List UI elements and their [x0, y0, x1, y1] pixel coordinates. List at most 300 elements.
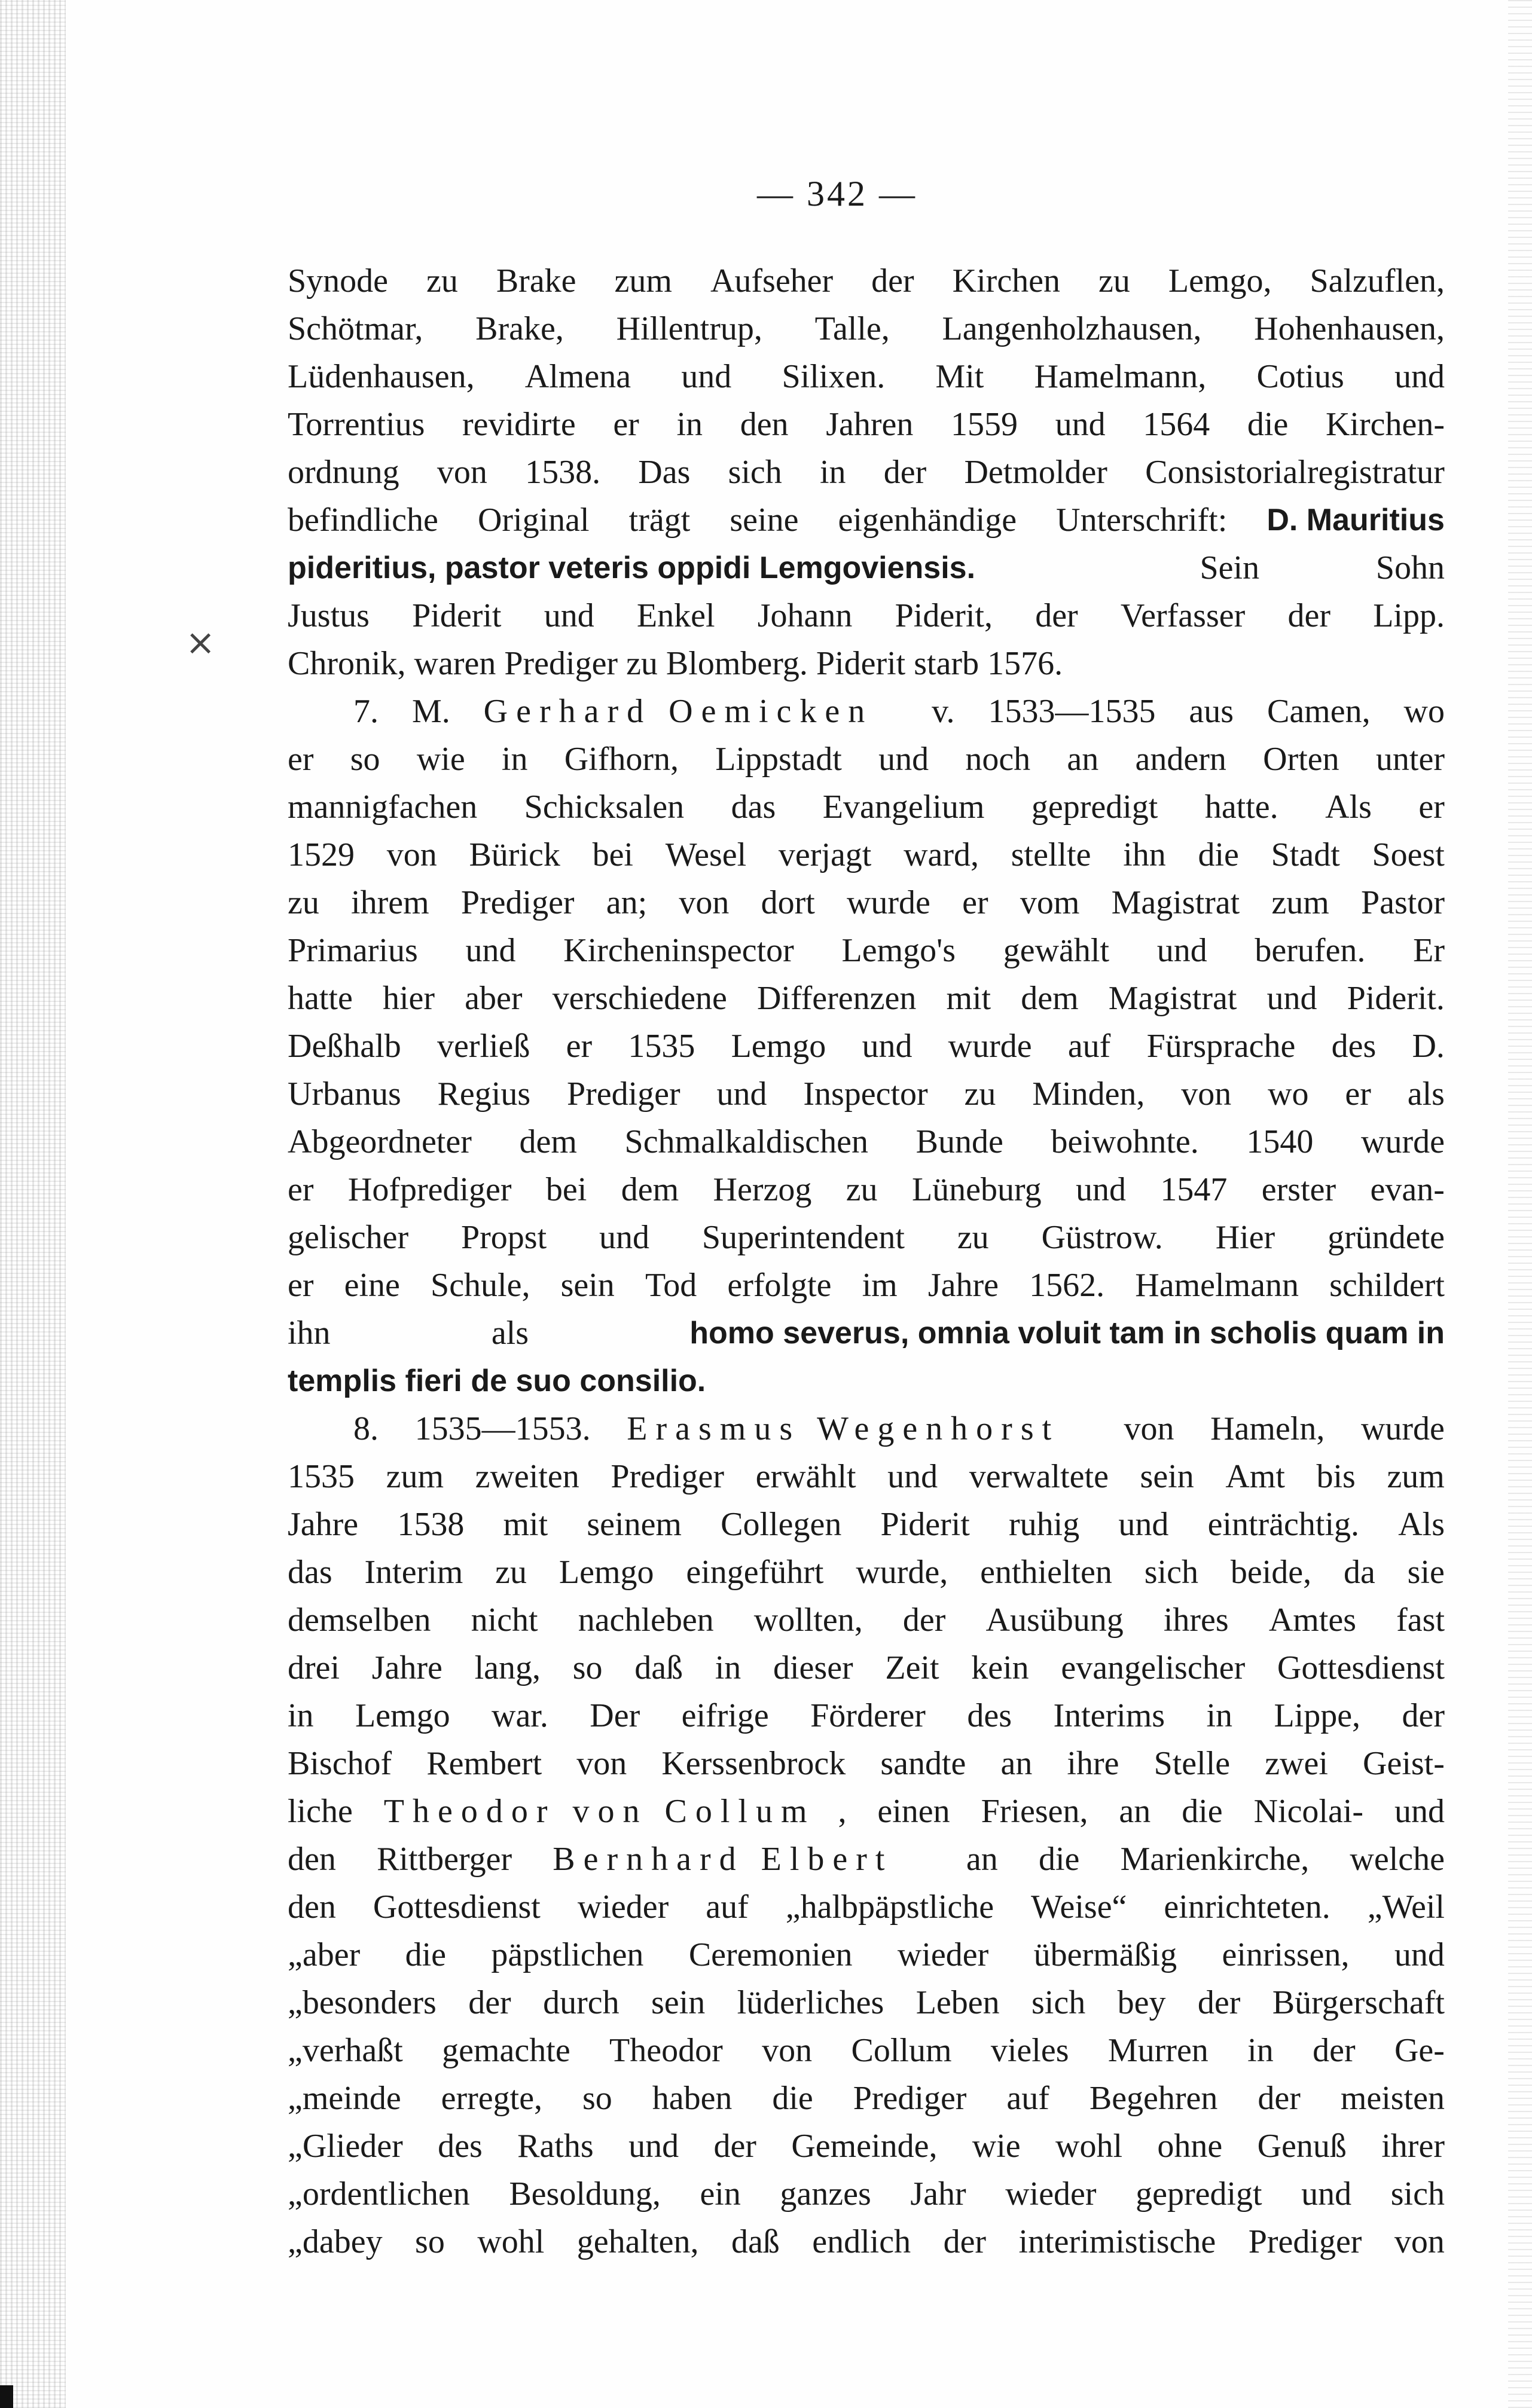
text-segment: er [288, 741, 322, 778]
text-segment: Torrentius [288, 406, 434, 443]
text-segment: „besonders [288, 1984, 445, 2021]
text-word: Piderit. [1347, 980, 1445, 1017]
text-word: Superintendent [701, 1219, 913, 1256]
text-word: Magistrat [1111, 884, 1249, 921]
text-segment: Primarius [288, 932, 426, 969]
text-word: Lemgo [559, 1554, 663, 1591]
text-word: einträchtig. [1207, 1506, 1368, 1543]
text-word: und [544, 597, 603, 634]
text-word: sich [728, 454, 791, 491]
text-word: evangelischer [1061, 1649, 1254, 1686]
text-word: im [862, 1267, 906, 1304]
text-word: v. [932, 693, 963, 730]
text-word: Propst [461, 1219, 556, 1256]
text-word: des [1331, 1028, 1385, 1065]
text-word: Jahren [826, 406, 922, 443]
text-word: und [599, 1219, 658, 1256]
text-word: den [740, 406, 797, 443]
text-word: Prediger [566, 1075, 689, 1113]
text-word: auf [706, 1888, 757, 1926]
text-word: Ausübung [985, 1602, 1132, 1639]
text-word: unter [1375, 741, 1445, 778]
text-word: und [862, 1028, 921, 1065]
text-word: ihrer [1381, 2128, 1445, 2165]
text-word: er [962, 884, 997, 921]
text-word: in [676, 406, 712, 443]
text-word: 1538. [525, 454, 609, 491]
text-word: ruhig [1009, 1506, 1088, 1543]
text-word: bei [592, 836, 642, 873]
text-word: interimistische [1018, 2223, 1225, 2260]
text-word: von [1124, 1410, 1183, 1447]
text-word: der [871, 262, 923, 300]
text-line [288, 1644, 1445, 1692]
text-word: und [887, 1458, 947, 1495]
text-word: bis [1316, 1458, 1364, 1495]
text-word: Hameln, [1210, 1410, 1333, 1447]
text-word: Consistorialregistratur [1145, 454, 1445, 491]
text-word: Prediger [1248, 2223, 1371, 2260]
text-word: Schule, [431, 1267, 539, 1304]
text-word: fast [1396, 1602, 1445, 1639]
text-word: und [1055, 406, 1114, 443]
text-word: Ceremonien [688, 1936, 861, 1973]
text-word: ihres [1163, 1602, 1237, 1639]
text-line [288, 496, 1445, 544]
text-word: einrichteten. [1164, 1888, 1339, 1926]
text-word: nachleben [578, 1602, 722, 1639]
text-word: und [1301, 2175, 1360, 2213]
text-word: enthielten [980, 1554, 1121, 1591]
text-word: Verfasser [1120, 597, 1254, 634]
text-word: der [1402, 1697, 1445, 1734]
text-word: sein [1140, 1458, 1203, 1495]
text-segment: gelischer [288, 1219, 417, 1256]
text-word: von [1394, 2223, 1445, 2260]
text-line [288, 1787, 1445, 1835]
text-segment: den [288, 1841, 344, 1878]
text-line [288, 1214, 1445, 1261]
text-word: als [1407, 1075, 1445, 1113]
text-word: Weise“ [1031, 1888, 1136, 1926]
text-line [288, 2122, 1445, 2170]
text-word: Ge- [1394, 2032, 1445, 2069]
text-word: zum [1271, 884, 1338, 921]
text-word: aber [465, 980, 531, 1017]
text-word: einen [877, 1793, 959, 1830]
text-word: Lüneburg [911, 1171, 1050, 1208]
text-word: Hier [1215, 1219, 1284, 1256]
text-word: Lipp. [1373, 597, 1445, 634]
text-word: das [731, 789, 785, 826]
text-word: vom [1020, 884, 1088, 921]
text-segment: Urbanus [288, 1075, 410, 1113]
text-word: von [1181, 1075, 1240, 1113]
text-word: Tod [645, 1267, 706, 1304]
text-word: Geist- [1363, 1745, 1445, 1782]
text-line [288, 1979, 1445, 2027]
text-word: 1540 [1246, 1123, 1322, 1160]
text-word: und [1394, 1936, 1445, 1973]
text-word: Unterschrift: [1056, 502, 1236, 539]
text-word: ganzes [780, 2175, 880, 2213]
text-word: eine [344, 1267, 408, 1304]
text-word: zu [426, 262, 466, 300]
text-word: er [566, 1028, 601, 1065]
text-word: Gottesdienst [1277, 1649, 1445, 1686]
text-word: gründete [1327, 1219, 1445, 1256]
page-number: — 342 — [757, 174, 917, 213]
text-word: verjagt [778, 836, 880, 873]
text-segment: 1529 [288, 836, 363, 873]
text-word: Stadt [1271, 836, 1348, 873]
text-word: Jahr [910, 2175, 975, 2213]
text-segment: 7. [353, 693, 387, 730]
text-word: der [943, 2223, 995, 2260]
text-word: von [386, 836, 445, 873]
text-line [288, 1070, 1445, 1118]
text-word: Prediger [853, 2080, 975, 2117]
text-word: „halbpäpstliche [785, 1888, 1003, 1926]
text-line [288, 1453, 1445, 1501]
text-word: Hillentrup, [616, 310, 771, 347]
text-word: Sohn [1375, 549, 1445, 586]
text-word: Soest [1372, 836, 1445, 873]
text-segment [898, 687, 907, 735]
text-word: gehalten, [576, 2223, 707, 2260]
text-segment: Bischof [288, 1745, 401, 1782]
text-word: daß [731, 2223, 788, 2260]
text-word: dieser [773, 1649, 862, 1686]
text-word: da [1343, 1554, 1384, 1591]
text-line [288, 448, 1445, 496]
text-word: daß [634, 1649, 692, 1686]
text-word: sich [1031, 1984, 1094, 2021]
text-word: gemachte [442, 2032, 579, 2069]
text-word: 1535—1553. [414, 1410, 599, 1447]
text-word: wurde [846, 884, 939, 921]
text-word: Lippstadt [715, 741, 850, 778]
text-word: Prediger [460, 884, 583, 921]
text-word: zu [846, 1171, 886, 1208]
text-word: zu [495, 1554, 536, 1591]
text-line [288, 1883, 1445, 1931]
text-line [288, 2027, 1445, 2074]
text-word: zu [1098, 262, 1139, 300]
text-word: und [1118, 1506, 1177, 1543]
text-segment: Justus [288, 597, 378, 634]
text-line [288, 735, 1445, 783]
text-segment: liche [288, 1793, 361, 1830]
text-word: Piderit, [895, 597, 1001, 634]
text-line [288, 879, 1445, 927]
text-word: Amtes [1268, 1602, 1365, 1639]
text-word: an [1119, 1793, 1159, 1830]
text-word: Enkel [636, 597, 724, 634]
text-word: Orten [1263, 741, 1348, 778]
text-word: Salzuflen, [1310, 262, 1445, 300]
text-word: dem [621, 1171, 688, 1208]
text-word: lüderliches [737, 1984, 893, 2021]
text-word: sein [651, 1984, 714, 2021]
text-word: Marienkirche, [1120, 1841, 1318, 1878]
text-word: und [1267, 980, 1326, 1017]
text-word: zu [964, 1075, 1005, 1113]
text-line [288, 2074, 1445, 2122]
text-word: Interims [1053, 1697, 1174, 1734]
text-word: vieles [990, 2032, 1078, 2069]
text-word: 1562. [1029, 1267, 1113, 1304]
text-word: mit [503, 1506, 557, 1543]
text-word: von [762, 2032, 821, 2069]
text-line [288, 1261, 1445, 1309]
text-word: erregte, [441, 2080, 551, 2117]
text-line [288, 1118, 1445, 1166]
text-word: und [1076, 1171, 1135, 1208]
text-word: erfolgte [727, 1267, 840, 1304]
text-word: bey [1117, 1984, 1174, 2021]
scan-edge-right [1508, 0, 1532, 2408]
text-segment: Deßhalb [288, 1028, 410, 1065]
text-word: von [437, 454, 496, 491]
text-word: übermäßig [1033, 1936, 1186, 1973]
text-word: mit [946, 980, 1000, 1017]
text-word: verließ [437, 1028, 539, 1065]
text-word: Bunde [915, 1123, 1012, 1160]
text-segment: den [288, 1888, 344, 1926]
text-segment: , [838, 1793, 855, 1830]
text-word: an [1000, 1745, 1041, 1782]
text-word: die [1247, 406, 1297, 443]
text-word: an [1067, 741, 1107, 778]
text-word: des [967, 1697, 1021, 1734]
text-segment: in [288, 1697, 322, 1734]
text-word: Interim [364, 1554, 472, 1591]
text-word: 1559 [950, 406, 1026, 443]
text-word: D. [1412, 1028, 1445, 1065]
text-word: so [582, 2080, 621, 2117]
text-word: Lemgo [355, 1697, 459, 1734]
text-word: Als [1325, 789, 1380, 826]
text-word: sie [1407, 1554, 1445, 1591]
text-word: die [1038, 1841, 1088, 1878]
text-word: eingeführt [686, 1554, 832, 1591]
text-word: Begehren [1089, 2080, 1226, 2117]
text-segment: Chronik, waren Prediger zu Blomberg. Piderit starb 1576. [288, 645, 1063, 682]
text-word: berufen. [1255, 932, 1374, 969]
text-word: erster [1261, 1171, 1345, 1208]
text-word: revidirte [462, 406, 584, 443]
text-word: Hamelmann [1135, 1267, 1307, 1304]
text-word: Schmalkaldischen [624, 1123, 877, 1160]
text-word: Mit [935, 358, 993, 395]
text-segment: Schötmar, [288, 310, 432, 347]
text-word: 1547 [1160, 1171, 1236, 1208]
text-word: ohne [1157, 2128, 1231, 2165]
text-word: und [716, 1075, 776, 1113]
text-word: zu [957, 1219, 997, 1256]
text-word: andern [1135, 741, 1235, 778]
text-segment: Abgeordneter [288, 1123, 480, 1160]
text-segment: „verhaßt [288, 2032, 411, 2069]
text-line [288, 2170, 1445, 2218]
text-word: verwaltete [969, 1458, 1117, 1495]
text-word: Zeit [885, 1649, 948, 1686]
text-word: Collegen [721, 1506, 850, 1543]
text-word: wieder [897, 1936, 997, 1973]
text-word: die [1182, 1793, 1231, 1830]
text-segment: das [288, 1554, 341, 1591]
text-word: aus [1189, 693, 1243, 730]
text-word: von [679, 884, 738, 921]
text-segment: hatte [288, 980, 361, 1017]
text-word: päpstlichen [491, 1936, 652, 1973]
spaced-name-segment: Erasmus Wegenhorst [627, 1410, 1060, 1447]
text-line [288, 1501, 1445, 1548]
text-word: haben [652, 2080, 741, 2117]
text-line [288, 927, 1445, 974]
text-word: Fürsprache [1146, 1028, 1304, 1065]
text-segment: er [288, 1171, 322, 1208]
text-segment: „aber [288, 1936, 369, 1973]
text-word: Murren [1107, 2032, 1217, 2069]
text-line [288, 831, 1445, 879]
body-text [288, 257, 1445, 2266]
text-word: und [1394, 358, 1445, 395]
text-word: Original [477, 502, 598, 539]
text-word: ihrem [351, 884, 438, 921]
text-word: stellte [1011, 836, 1100, 873]
text-word: wurde [1361, 1123, 1445, 1160]
text-word: Inspector [803, 1075, 936, 1113]
text-line [288, 1692, 1445, 1740]
text-word: in [501, 741, 536, 778]
text-line [288, 401, 1445, 448]
text-line [288, 544, 1445, 592]
text-word: Hohenhausen, [1254, 310, 1445, 347]
text-word: Lemgo's [841, 932, 965, 969]
text-word: Piderit [880, 1506, 978, 1543]
text-word: sich [1390, 2175, 1445, 2213]
text-word: wurde [948, 1028, 1040, 1065]
text-line [288, 1835, 1445, 1883]
text-word: Als [1398, 1506, 1445, 1543]
text-word: die [405, 1936, 455, 1973]
text-word: Detmolder [964, 454, 1116, 491]
text-line [288, 353, 1445, 401]
text-word: Wesel [665, 836, 755, 873]
text-word: Gifhorn, [564, 741, 688, 778]
text-word: Pastor [1360, 884, 1445, 921]
text-word: zwei [1265, 1745, 1336, 1782]
text-line [288, 1166, 1445, 1214]
text-word: Regius [437, 1075, 539, 1113]
text-line [288, 305, 1445, 353]
text-segment: drei [288, 1649, 349, 1686]
text-word: beide, [1230, 1554, 1320, 1591]
text-word: 1564 [1143, 406, 1219, 443]
text-word: schildert [1329, 1267, 1445, 1304]
text-word: meisten [1340, 2080, 1445, 2117]
text-word: 1533—1535 [988, 693, 1164, 730]
text-word: Langenholzhausen, [942, 310, 1210, 347]
text-line [288, 687, 1445, 735]
text-word: wo [1268, 1075, 1317, 1113]
spaced-name-segment: Gerhard Oemicken [483, 693, 874, 730]
text-word: hier [382, 980, 443, 1017]
text-word: Lemgo, [1168, 262, 1280, 300]
text-word: Minden, [1032, 1075, 1153, 1113]
text-word: Kircheninspector [563, 932, 802, 969]
text-segment: demselben [288, 1602, 440, 1639]
text-word: in [1247, 2032, 1282, 2069]
text-word: noch [965, 741, 1039, 778]
text-segment: „ordentlichen [288, 2175, 478, 2213]
text-word: Hamelmann, [1034, 358, 1215, 395]
text-word: Collum [851, 2032, 960, 2069]
text-line [288, 1931, 1445, 1979]
text-word: evan- [1370, 1171, 1445, 1208]
text-word: erwählt [755, 1458, 865, 1495]
text-word: Genuß [1257, 2128, 1355, 2165]
text-word: zum [1387, 1458, 1445, 1495]
text-word: seinem [587, 1506, 690, 1543]
text-word: Brake, [475, 310, 572, 347]
text-word: Gottesdienst [373, 1888, 549, 1926]
text-word: er [1418, 789, 1445, 826]
text-word: Güstrow. [1041, 1219, 1171, 1256]
text-word: und [681, 358, 740, 395]
text-word: sich [1144, 1554, 1207, 1591]
text-line [288, 1022, 1445, 1070]
text-word: dort [761, 884, 823, 921]
text-word: hatte. [1204, 789, 1287, 826]
latin-quote-segment: homo severus, omnia voluit tam in scholis quam in [689, 1316, 1445, 1350]
text-word: wurde, [856, 1554, 957, 1591]
text-segment: Jahre [288, 1506, 367, 1543]
text-word: in [715, 1649, 750, 1686]
text-word: Silixen. [782, 358, 894, 395]
text-word: 1538 [397, 1506, 473, 1543]
text-segment: zu [288, 884, 328, 921]
text-word: M. [411, 693, 459, 730]
text-word: lang, [474, 1649, 550, 1686]
text-word: der [468, 1984, 520, 2021]
text-word: Lippe, [1274, 1697, 1369, 1734]
text-segment: Lüdenhausen, [288, 358, 483, 395]
text-word: verschiedene [552, 980, 736, 1017]
text-word: der [902, 1602, 954, 1639]
text-word: Almena [524, 358, 640, 395]
text-word: gewählt [1003, 932, 1118, 969]
text-word: die [1198, 836, 1247, 873]
text-line [288, 1596, 1445, 1644]
text-word: so [572, 1649, 611, 1686]
latin-quote-segment: D. Mauritius [1267, 503, 1445, 537]
text-word: zum [614, 262, 680, 300]
text-word: wohl [477, 2223, 553, 2260]
spaced-name-segment: Bernhard Elbert [553, 1841, 893, 1878]
text-word: „Weil [1367, 1888, 1445, 1926]
text-line [288, 640, 1445, 687]
text-segment: ordnung [288, 454, 408, 491]
text-word: wieder [1005, 2175, 1105, 2213]
text-segment: „Glieder [288, 2128, 411, 2165]
text-segment [926, 1835, 934, 1883]
text-word: Sein [1200, 549, 1268, 586]
text-word: als [491, 1315, 538, 1352]
text-word: zum [386, 1458, 453, 1495]
